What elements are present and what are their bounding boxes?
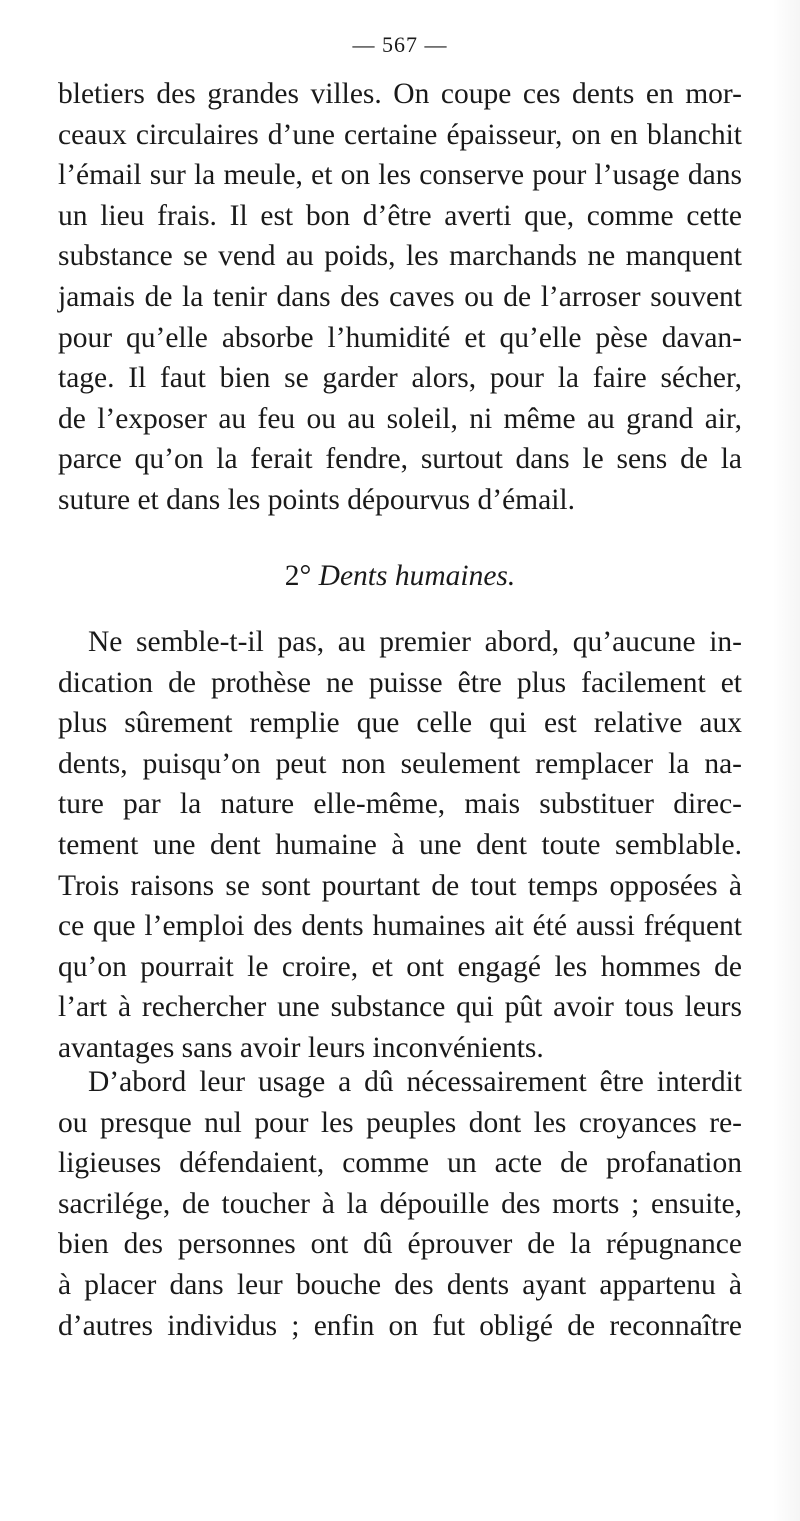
- text-line: tage. Il faut bien se garder alors, pour la faire sécher,: [58, 362, 742, 395]
- text-line: tement une dent humaine à une dent toute semblable.: [58, 828, 742, 861]
- text-line: jamais de la tenir dans des caves ou de l’arroser souvent: [58, 280, 742, 313]
- text-line: dication de prothèse ne puisse être plus facilement et: [58, 666, 742, 699]
- page-number: — 567 —: [352, 32, 448, 57]
- text-line: dents, puisqu’on peut non seulement remplacer la na-: [58, 747, 742, 780]
- text-line: D’abord leur usage a dû nécessairement être interdit: [88, 1066, 742, 1098]
- text-line: qu’on pourrait le croire, et ont engagé les hommes de: [58, 950, 742, 983]
- text-line: Trois raisons se sont pourtant de tout temps opposées à: [58, 869, 742, 902]
- text-line: Ne semble-t-il pas, au premier abord, qu’aucune in-: [88, 626, 742, 658]
- text-line: ou presque nul pour les peuples dont les croyances re-: [58, 1106, 742, 1139]
- section-number: 2°: [284, 560, 312, 592]
- text-line: à placer dans leur bouche des dents ayant appartenu à: [58, 1268, 742, 1301]
- text-line: ture par la nature elle-même, mais substituer direc-: [58, 788, 742, 821]
- text-line: d’autres individus ; enfin on fut obligé de reconnaître: [58, 1309, 742, 1342]
- text-line: avantages sans avoir leurs inconvénients.: [58, 1031, 544, 1064]
- text-line: de l’exposer au feu ou au soleil, ni même au grand air,: [58, 402, 742, 435]
- text-line: ceaux circulaires d’une certaine épaisseur, on en blanchit: [58, 118, 742, 151]
- text-line: sacrilége, de toucher à la dépouille des morts ; ensuite,: [58, 1187, 742, 1220]
- text-line: l’émail sur la meule, et on les conserve pour l’usage dans: [58, 159, 742, 192]
- text-line: bien des personnes ont dû éprouver de la répugnance: [58, 1228, 742, 1261]
- text-line: ligieuses défendaient, comme un acte de profanation: [58, 1147, 742, 1180]
- text-line: ce que l’emploi des dents humaines ait été aussi fréquent: [58, 910, 742, 943]
- paragraph-3: [58, 1062, 742, 1346]
- text-line: bletiers des grandes villes. On coupe ces dents en mor-: [58, 78, 742, 110]
- text-line: substance se vend au poids, les marchands ne manquent: [58, 240, 742, 273]
- text-line: suture et dans les points dépourvus d’émail.: [58, 483, 575, 516]
- text-line: pour qu’elle absorbe l’humidité et qu’elle pèse davan-: [58, 321, 742, 354]
- section-heading: [0, 556, 800, 596]
- paragraph-2: [58, 622, 742, 1069]
- text-line: un lieu frais. Il est bon d’être averti que, comme cette: [58, 199, 742, 232]
- paragraph-1: [58, 74, 742, 521]
- text-line: parce qu’on la ferait fendre, surtout dans le sens de la: [58, 443, 742, 476]
- text-line: l’art à rechercher une substance qui pût avoir tous leurs: [58, 991, 742, 1024]
- text-line: plus sûrement remplie que celle qui est relative aux: [58, 707, 742, 740]
- page-edge-shadow: [772, 0, 800, 1521]
- section-title: Dents humaines.: [318, 560, 516, 592]
